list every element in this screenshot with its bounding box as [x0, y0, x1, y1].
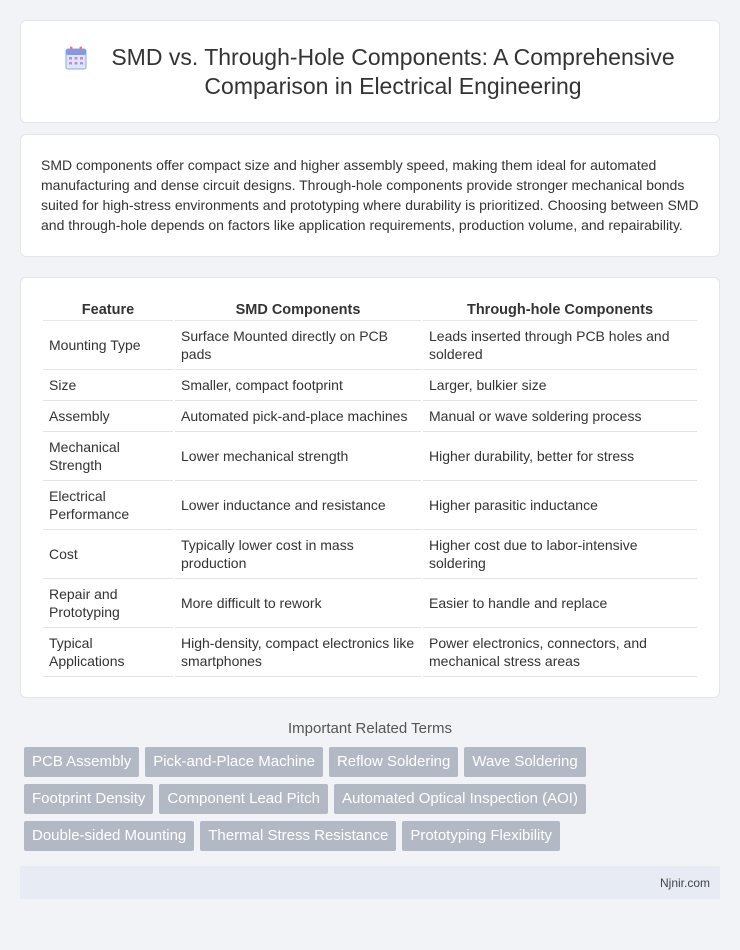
- related-term-tag[interactable]: Automated Optical Inspection (AOI): [334, 784, 586, 814]
- header-feature: Feature: [43, 300, 173, 321]
- table-cell-feature: Assembly: [43, 401, 173, 432]
- table-cell-through-hole: Higher durability, better for stress: [423, 432, 697, 481]
- table-cell-smd: Lower inductance and resistance: [175, 481, 421, 530]
- title-card: [20, 20, 720, 123]
- related-terms-title: Important Related Terms: [288, 720, 452, 737]
- footer-site-link[interactable]: Njnir.com: [659, 875, 710, 890]
- table-cell-smd: Automated pick-and-place machines: [175, 401, 421, 432]
- related-term-tag[interactable]: PCB Assembly: [24, 747, 139, 777]
- table-row: [43, 481, 697, 530]
- table-row: [43, 370, 697, 401]
- footer: [20, 866, 720, 899]
- table-header-row: [43, 300, 697, 321]
- table-cell-smd: Surface Mounted directly on PCB pads: [175, 321, 421, 370]
- table-cell-feature: Size: [43, 370, 173, 401]
- table-row: [43, 579, 697, 628]
- table-cell-through-hole: Higher parasitic inductance: [423, 481, 697, 530]
- table-cell-through-hole: Larger, bulkier size: [423, 370, 697, 401]
- table-cell-feature: Electrical Performance: [43, 481, 173, 530]
- table-cell-feature: Mechanical Strength: [43, 432, 173, 481]
- table-row: [43, 432, 697, 481]
- header-through-hole: Through-hole Components: [423, 300, 697, 321]
- page-title-line1: SMD vs. Through-Hole Components: A Comprehensive: [111, 43, 675, 70]
- table-row: [43, 628, 697, 677]
- table-cell-smd: Lower mechanical strength: [175, 432, 421, 481]
- table-row: [43, 321, 697, 370]
- table-cell-through-hole: Easier to handle and replace: [423, 579, 697, 628]
- table-cell-feature: Typical Applications: [43, 628, 173, 677]
- table-cell-through-hole: Higher cost due to labor-intensive soldering: [423, 530, 697, 579]
- intro-card: [20, 134, 720, 257]
- table-cell-smd: Smaller, compact footprint: [175, 370, 421, 401]
- related-term-tag[interactable]: Footprint Density: [24, 784, 153, 814]
- related-term-tag[interactable]: Prototyping Flexibility: [402, 821, 560, 851]
- table-cell-feature: Mounting Type: [43, 321, 173, 370]
- table-cell-through-hole: Leads inserted through PCB holes and soldered: [423, 321, 697, 370]
- page-title: [111, 43, 674, 101]
- related-term-tag[interactable]: Component Lead Pitch: [159, 784, 328, 814]
- comparison-table-card: [20, 277, 720, 698]
- table-row: [43, 530, 697, 579]
- table-cell-smd: Typically lower cost in mass production: [175, 530, 421, 579]
- table-row: [43, 401, 697, 432]
- calendar-icon: [65, 46, 87, 70]
- table-cell-smd: More difficult to rework: [175, 579, 421, 628]
- intro-text: SMD components offer compact size and higher assembly speed, making them ideal for automated manufacturing and dense circuit designs. Through-hole components provide stronger mechanical bonds suited for high-stress environments and prototyping where durability is prioritized. Choosing between SMD and through-hole depends on factors like application requirements, production volume, and repairability.: [41, 157, 699, 233]
- related-terms-list: [20, 747, 720, 851]
- related-term-tag[interactable]: Double-sided Mounting: [24, 821, 194, 851]
- related-term-tag[interactable]: Wave Soldering: [464, 747, 585, 777]
- related-term-tag[interactable]: Thermal Stress Resistance: [200, 821, 396, 851]
- page-title-line2: Comparison in Electrical Engineering: [204, 72, 582, 99]
- table-cell-smd: High-density, compact electronics like smartphones: [175, 628, 421, 677]
- table-cell-feature: Cost: [43, 530, 173, 579]
- related-term-tag[interactable]: Pick-and-Place Machine: [145, 747, 323, 777]
- header-smd: SMD Components: [175, 300, 421, 321]
- table-cell-through-hole: Manual or wave soldering process: [423, 401, 697, 432]
- related-term-tag[interactable]: Reflow Soldering: [329, 747, 458, 777]
- table-cell-feature: Repair and Prototyping: [43, 579, 173, 628]
- table-cell-through-hole: Power electronics, connectors, and mechanical stress areas: [423, 628, 697, 677]
- comparison-table: [41, 300, 699, 677]
